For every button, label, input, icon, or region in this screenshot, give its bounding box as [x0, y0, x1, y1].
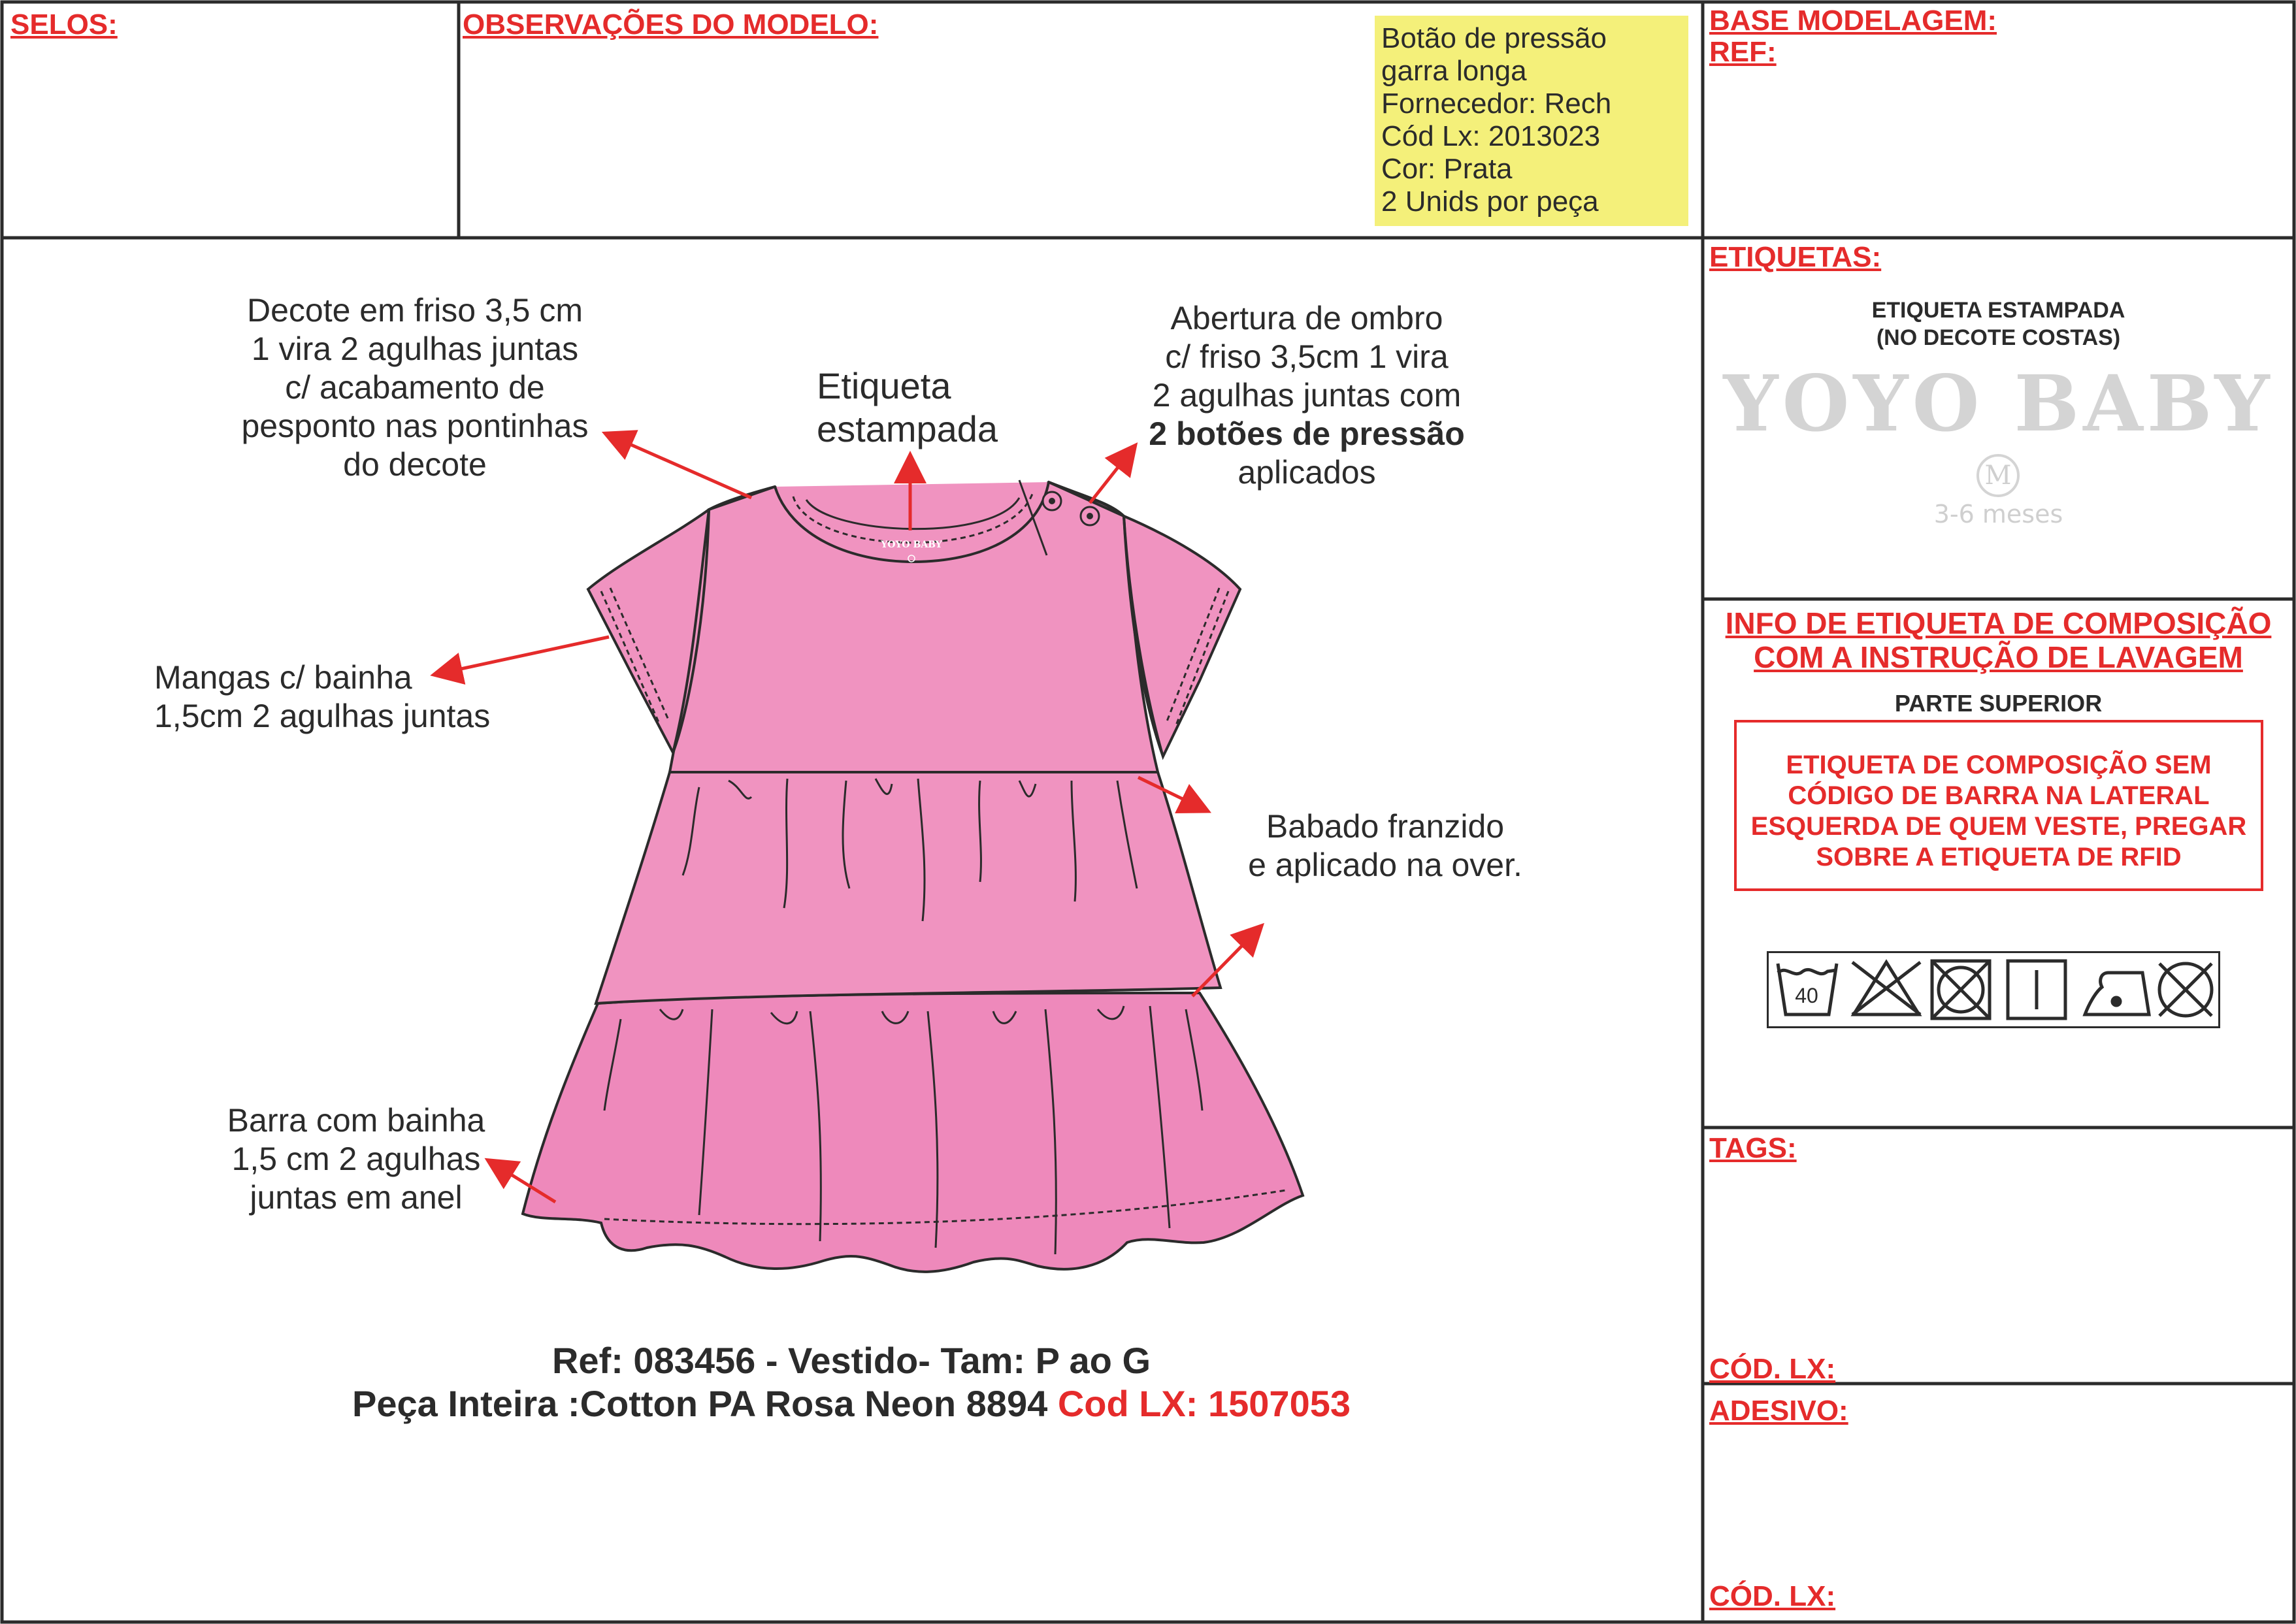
- etiqueta-title-line: ETIQUETA ESTAMPADA: [1871, 298, 2125, 323]
- line-dry-icon: [2008, 961, 2065, 1018]
- cod-lx-label: CÓD. LX:: [1709, 1353, 1836, 1385]
- adesivo-label: ADESIVO:: [1709, 1395, 1848, 1427]
- no-dry-clean-icon: [2159, 964, 2212, 1016]
- annotation-line: Etiqueta: [817, 365, 951, 406]
- button-note-line: Fornecedor: Rech: [1381, 88, 1612, 120]
- cod-lx-label: CÓD. LX:: [1709, 1580, 1836, 1612]
- footer-fabric-line: [0, 1382, 1703, 1425]
- selos-label: SELOS:: [10, 8, 118, 41]
- composicao-line: SOBRE A ETIQUETA DE RFID: [1816, 843, 2182, 871]
- brand-logo: YOYO BABY: [1723, 358, 2274, 449]
- composicao-line: ESQUERDA DE QUEM VESTE, PREGAR: [1750, 812, 2247, 841]
- annotation-line: e aplicado na over.: [1248, 847, 1522, 883]
- annotation-line: c/ friso 3,5cm 1 vira: [1165, 338, 1449, 375]
- neck-label-brand: YOYO BABY: [881, 540, 942, 550]
- footer-cod-lx: Cod LX: 1507053: [1057, 1383, 1351, 1424]
- annotation-line: pesponto nas pontinhas: [241, 408, 589, 444]
- etiqueta-estampada-title: [1703, 297, 2294, 351]
- etiqueta-title-line: (NO DECOTE COSTAS): [1876, 325, 2121, 350]
- parte-superior-label: PARTE SUPERIOR: [1894, 690, 2103, 717]
- annotation-line: estampada: [817, 408, 998, 449]
- ref-label: REF:: [1709, 36, 1777, 68]
- info-title-line: INFO DE ETIQUETA DE COMPOSIÇÃO: [1725, 606, 2272, 640]
- footer: [0, 1339, 1703, 1425]
- iron-low-icon: [2085, 973, 2149, 1015]
- annotation-line: c/ acabamento de: [285, 369, 545, 406]
- annotation-line: Abertura de ombro: [1170, 300, 1443, 336]
- annotation-line: 1 vira 2 agulhas juntas: [251, 331, 579, 367]
- annotation-line: aplicados: [1238, 454, 1376, 491]
- info-title-line: COM A INSTRUÇÃO DE LAVAGEM: [1754, 640, 2243, 674]
- button-note-line: Cód Lx: 2013023: [1381, 120, 1601, 152]
- no-bleach-icon: [1852, 962, 1920, 1015]
- care-symbols: [1767, 951, 2220, 1028]
- annotation-line: 2 botões de pressão: [1149, 415, 1465, 452]
- etiquetas-label: ETIQUETAS:: [1709, 241, 1882, 273]
- no-tumble-dry-icon: [1932, 961, 1990, 1018]
- annotation-line: Barra com bainha: [227, 1102, 485, 1139]
- svg-text:40: 40: [1795, 984, 1818, 1007]
- button-note-line: Botão de pressão: [1381, 22, 1607, 54]
- button-note-line: Cor: Prata: [1381, 153, 1513, 185]
- annotation-line: 1,5 cm 2 agulhas: [231, 1141, 481, 1177]
- observacoes-label: OBSERVAÇÕES DO MODELO:: [463, 8, 879, 41]
- button-note-line: 2 Unids por peça: [1381, 186, 1599, 218]
- composicao-line: ETIQUETA DE COMPOSIÇÃO SEM: [1786, 751, 2212, 779]
- annotation-line: 2 agulhas juntas com: [1152, 377, 1462, 414]
- ruffle-bottom-tier: [523, 993, 1303, 1272]
- annotation-line: Decote em friso 3,5 cm: [246, 292, 583, 329]
- wash-40-icon: [1778, 964, 1837, 1015]
- size-circle: M: [1976, 454, 2020, 497]
- button-note-line: garra longa: [1381, 55, 1527, 87]
- annotation-line: do decote: [343, 446, 487, 483]
- footer-fabric: Peça Inteira :Cotton PA Rosa Neon 8894: [352, 1383, 1048, 1424]
- annotation-line: 1,5cm 2 agulhas juntas: [154, 698, 491, 734]
- footer-ref-line: Ref: 083456 - Vestido- Tam: P ao G: [551, 1340, 1151, 1381]
- annotation-line: juntas em anel: [250, 1179, 463, 1216]
- annotation-line: Babado franzido: [1266, 808, 1505, 845]
- info-composicao-title: [1703, 606, 2294, 674]
- composicao-box: [1734, 720, 2263, 891]
- annotation-line: Mangas c/ bainha: [154, 659, 412, 696]
- composicao-line: CÓDIGO DE BARRA NA LATERAL: [1788, 781, 2210, 810]
- tags-label: TAGS:: [1709, 1132, 1797, 1164]
- skirt-upper-tier: [596, 771, 1221, 1004]
- base-modelagem-label: BASE MODELAGEM:: [1709, 5, 1997, 37]
- size-range: 3-6 meses: [1933, 500, 2063, 528]
